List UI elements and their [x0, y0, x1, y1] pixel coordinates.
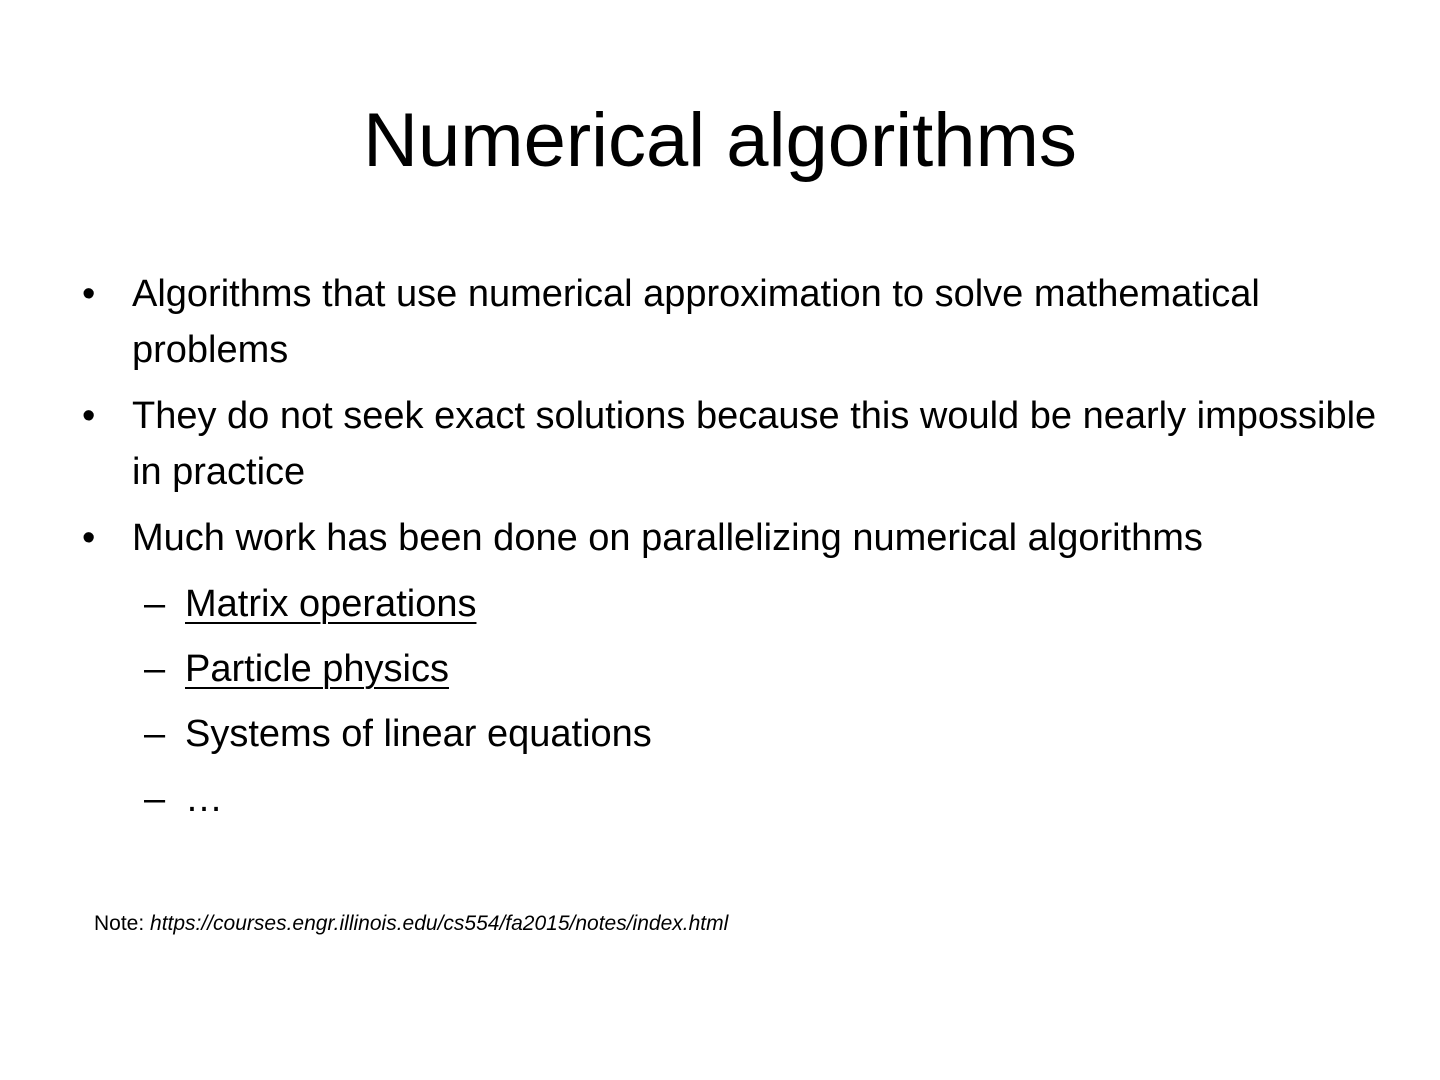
- slide-body: [82, 266, 1382, 836]
- bullet-mark: •: [82, 273, 96, 315]
- dash-mark: –: [144, 648, 166, 690]
- sub-bullet-text: Systems of linear equations: [185, 713, 652, 755]
- slide-title: Numerical algorithms: [363, 98, 1077, 183]
- dash-mark: –: [144, 583, 166, 625]
- bullet-mark: •: [82, 517, 96, 559]
- note-label: Note:: [94, 912, 151, 935]
- note-url: https://courses.engr.illinois.edu/cs554/fa2015/notes/index.html: [150, 912, 729, 935]
- bullet-text: They do not seek exact solutions because this would be nearly impossible in practice: [132, 395, 1377, 493]
- source-note: [94, 910, 728, 938]
- sub-bullet-item: [82, 576, 1382, 632]
- bullet-item: [82, 266, 1382, 378]
- sub-bullet-item: [82, 641, 1382, 697]
- sub-bullet-text: …: [185, 778, 223, 820]
- sub-bullet-item: [82, 706, 1382, 762]
- bullet-mark: •: [82, 395, 96, 437]
- particle-physics-link[interactable]: Particle physics: [185, 648, 449, 690]
- dash-mark: –: [144, 778, 166, 820]
- matrix-operations-link[interactable]: Matrix operations: [185, 583, 477, 625]
- bullet-item: [82, 510, 1382, 566]
- dash-mark: –: [144, 713, 166, 755]
- bullet-item: [82, 388, 1382, 500]
- bullet-text: Much work has been done on parallelizing numerical algorithms: [132, 517, 1203, 559]
- bullet-text: Algorithms that use numerical approximation to solve mathematical problems: [132, 273, 1260, 371]
- sub-bullet-item: [82, 771, 1382, 827]
